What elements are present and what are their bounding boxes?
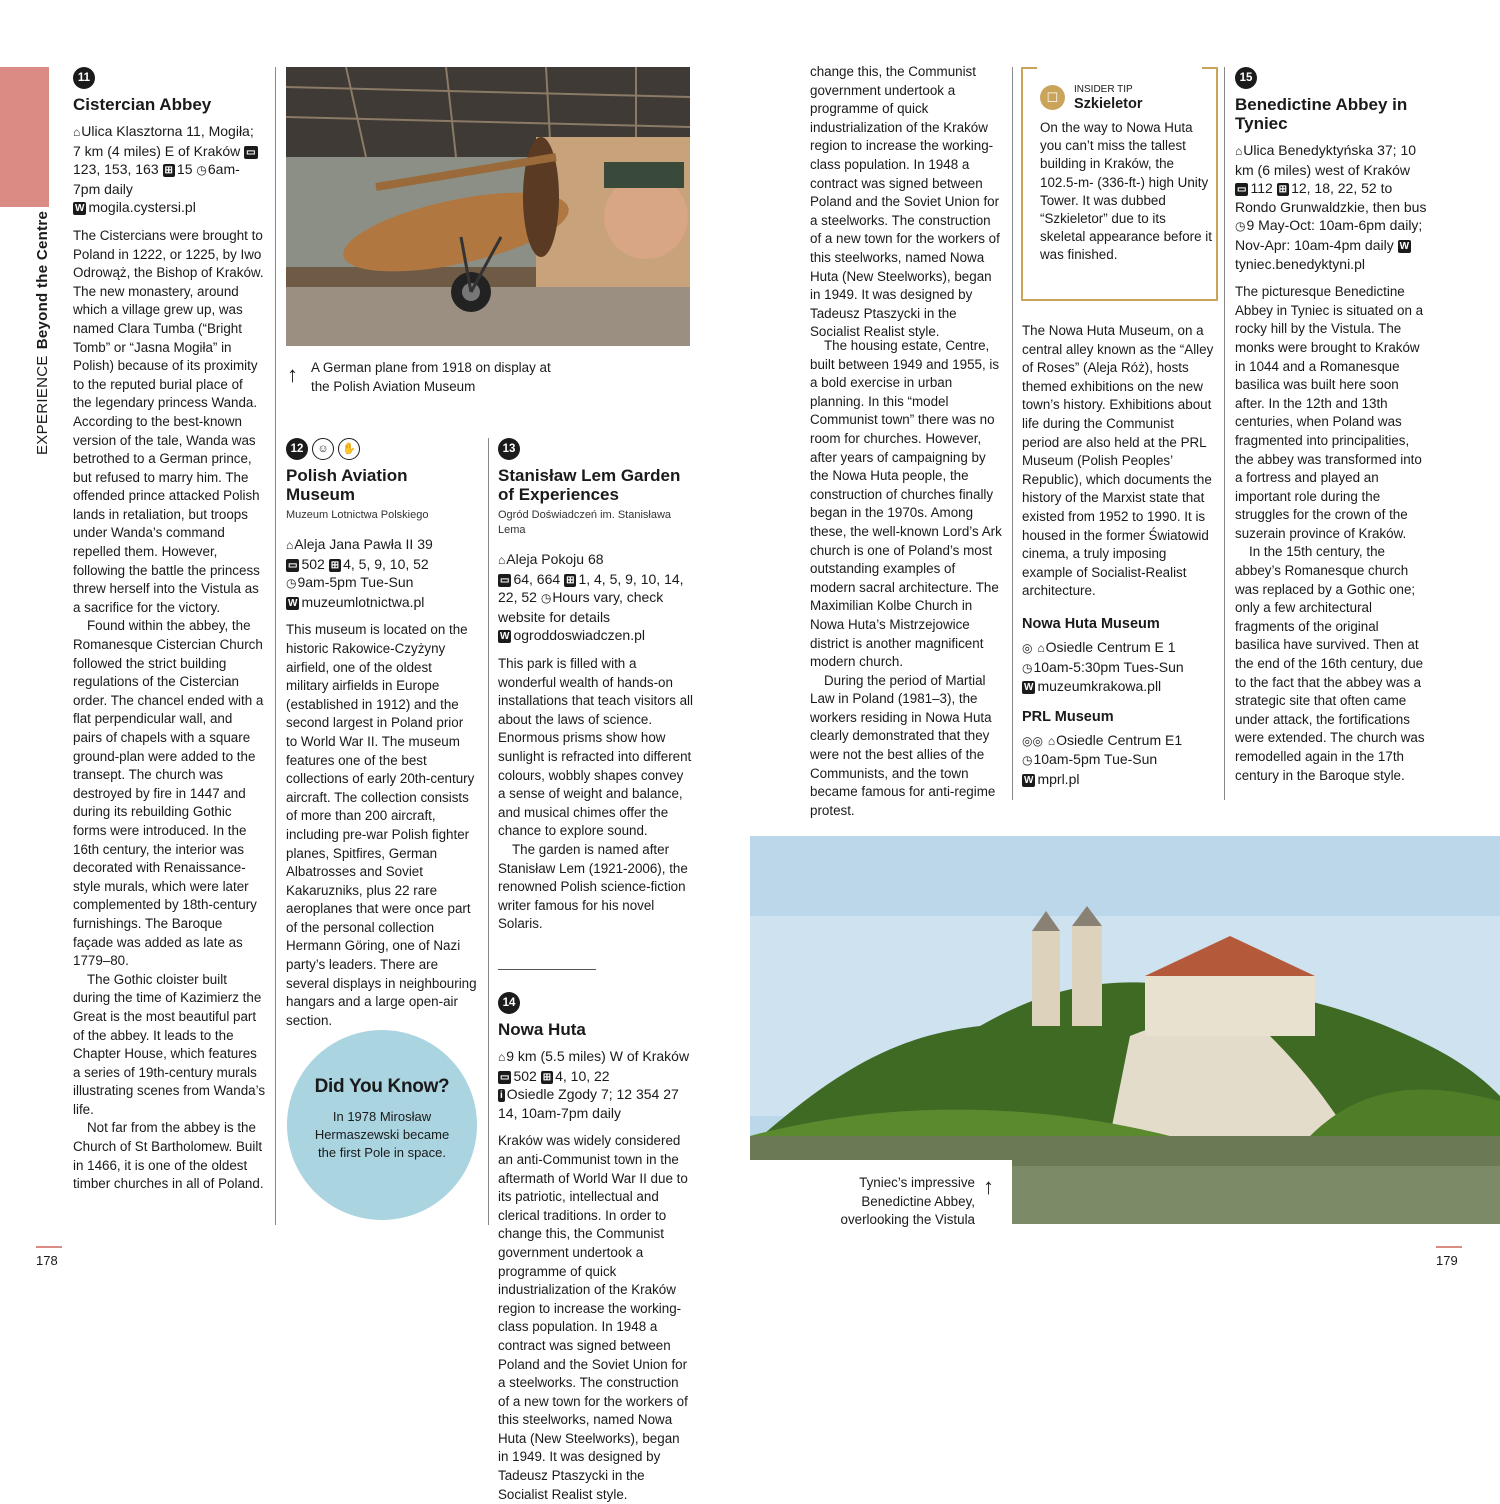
section-name: Beyond the Centre [34, 210, 51, 350]
tip-label: INSIDER TIP [1074, 84, 1133, 95]
lem-entry [498, 438, 693, 934]
bus-text: 502 [513, 1067, 537, 1084]
museum-title: PRL Museum [1022, 708, 1114, 725]
web-icon: W [500, 631, 510, 643]
paragraph: This park is filled with a wonderful wealth of hands-on installations that teach visitors all about the laws of science. Enormous prisms show how sunlight is refracted into different colours, wobbly shapes convey a sense of weight and balance, and musical chimes offer the chance to explore sound. [498, 655, 694, 839]
column-rule [488, 438, 489, 1225]
entry-info [286, 535, 478, 611]
hours-text: 9 May-Oct: 10am-6pm daily; Nov-Apr: 10am-4pm daily [1235, 217, 1423, 253]
entry-title: Polish Aviation Museum [286, 466, 408, 504]
cistercian-entry [73, 67, 265, 1194]
bus-text: 64, 664 [513, 570, 561, 587]
paragraph: The garden is named after Stanisław Lem (1921-2006), the renowned Polish science-fiction writer famous for his novel Solaris. [498, 841, 688, 932]
address-text: Ulica Klasztorna 11, Mogiła; 7 km (4 miles) E of Kraków [73, 123, 254, 159]
tip-corner [1202, 67, 1218, 69]
website-link[interactable]: mogila.cystersi.pl [88, 199, 196, 216]
tram-text: 15 [176, 161, 193, 178]
hours-text: 10am-5:30pm Tues-Sun [1033, 658, 1184, 675]
did-you-know-callout [287, 1030, 477, 1220]
right-page-number: 179 [1436, 1253, 1458, 1268]
entry-number: 12 [286, 438, 308, 460]
column-rule [1224, 67, 1225, 800]
clock-icon: ◷ [1235, 219, 1246, 234]
tram-text: 4, 10, 22 [555, 1067, 610, 1084]
abbey-caption: Tyniec’s impressive Benedictine Abbey, overlooking the Vistula [840, 1175, 975, 1228]
paragraph-continuation: change this, the Communist government undertook a programme of quick industrialization of the Kraków region to increase the working-class population. In 1948 a contract was signed between Poland and the Soviet Union for a steelworks. The construction of a new town for the workers of this steelworks, named Nowa Huta (New Steelworks), began in 1949. It was designed by Tadeusz Ptaszycki in the Socialist Realist style. [810, 64, 1000, 340]
entry-number: 15 [1235, 67, 1257, 89]
clock-icon: ◷ [1022, 660, 1033, 675]
web-icon: W [75, 203, 85, 215]
entry-number: 11 [73, 67, 95, 89]
left-page-number: 178 [36, 1253, 58, 1268]
website-link[interactable]: muzeumkrakowa.pll [1037, 678, 1162, 695]
tram-icon: ⊞ [566, 574, 575, 586]
entry-title: Nowa Huta [498, 1020, 586, 1039]
paragraph: The picturesque Benedictine Abbey in Tyniec is situated on a rocky hill by the Vistula. The monks were brought to Kraków in 1044 and a Romanesque basilica was built here soon after. In the 12th and 13th centuries, when Poland was fragmented into principalities, the abbey was transformed into a fortress and played an important role during the struggles for the crown of the suzerain province of Kraków. [1235, 284, 1424, 541]
tyniec-entry [1235, 67, 1427, 785]
address-text: Aleja Jana Pawła II 39 [294, 536, 433, 552]
bus-text: 502 [301, 555, 325, 572]
address-text: Ulica Benedyktyńska 37; 10 km (6 miles) west of Kraków [1235, 142, 1417, 178]
web-icon: W [1399, 240, 1410, 252]
paragraph: Not far from the abbey is the Church of St Bartholomew. Built in 1466, it is one of the oldest timber churches in all of Poland. [73, 1120, 264, 1192]
entry-title: Cistercian Abbey [73, 95, 212, 114]
chapter-tab [0, 67, 49, 207]
address-text: Aleja Pokoju 68 [506, 551, 604, 567]
plane-photo [286, 67, 690, 346]
address-text: Osiedle Centrum E1 [1056, 731, 1183, 748]
tram-text: 12, 18, 22, 52 to Rondo Grunwaldzkie, then bus [1235, 180, 1427, 215]
web-icon: W [1024, 774, 1034, 786]
paragraph: In the 15th century, the abbey’s Romanesque church was replaced by a Gothic one; only a few architectural fragments of the original basilica have survived. Then at the end of the 16th century, due to the fact that the abbey was a strategic site that often came under attack, the fortifications were extended. The church was remodelled again in the 17th century in the Baroque style. [1235, 544, 1425, 783]
entry-number: 14 [498, 992, 520, 1014]
paragraph: This museum is located on the historic Rakowice-Czyżyny airfield, one of the oldest military airfields in Europe (established in 1912) and the second largest in Poland prior to World War II. The museum features one of the best collections of early 20th-century aircraft. The collection consists of more than 200 aircraft, including pre-war Polish fighter planes, Spitfires, German Albatrosses and Soviet Kakaruzniks, plus 22 rare aeroplanes that were once part of the personal collection Hermann Göring, one of Nazi party’s leaders. There are several displays in neighbouring hangars and a large open-air section. [286, 622, 477, 1028]
nowahuta-museums [1022, 322, 1214, 798]
clock-icon: ◷ [196, 163, 207, 178]
museum-info [1022, 731, 1214, 789]
address-icon: ⌂ [1047, 733, 1056, 748]
entry-subtitle: Ogród Doświadczeń im. Stanisława Lema [498, 509, 672, 536]
address-icon: ⌂ [286, 538, 294, 552]
info-icon: i [500, 1090, 503, 1102]
address-icon: ⌂ [73, 125, 81, 139]
tip-text: On the way to Nowa Huta you can’t miss the tallest building in Kraków, the 102.5-m- (336-ft-) high Unity Tower. It was dubbed “Szkieletor” due to its skeletal appearance before it was finished. [1040, 120, 1212, 263]
paragraph: Found within the abbey, the Romanesque Cistercian Church followed the strict building regulations of the Cistercian order. The chancel ended with a flat perpendicular wall, and pairs of chapels with a square ground-plan were added to the transept. The church was destroyed by fire in 1447 and during its rebuilding Gothic forms were introduced. In the 16th century, the interior was decorated with Renaissance-style murals, which were later complemented by 18th-century furnishings. The Baroque façade was added as late as 1779–80. [73, 618, 264, 969]
museum-info [1022, 638, 1214, 696]
web-icon: W [288, 597, 298, 609]
website-link[interactable]: muzeumlotnictwa.pl [301, 593, 425, 610]
nowahuta-entry [498, 992, 693, 1502]
did-you-know-title: Did You Know? [314, 1076, 450, 1097]
paragraph: The housing estate, Centre, built between 1949 and 1955, is a bold exercise in urban planning. In this “model Communist town” there was no room for churches. However, after years of campaigning by the Nowa Huta people, the construction of churches finally began in the 1970s. Among these, the well-known Lord’s Ark church is one of Poland’s most outstanding examples of modern sacral architecture. The Maximilian Kolbe Church in Nowa Huta’s Mistrzejowice district is another magnificent modern church. [810, 338, 1002, 670]
entry-info [498, 550, 693, 645]
paragraph: The Cistercians were brought to Poland in 1222, or 1225, by Iwo Odrowąż, the Bishop of Kraków. The new monastery, around which a village grew up, was named Clara Tumba (“Bright Tomb” or “Jasna Mogiła” in Polish) because of its proximity to the reputed burial place of the legendary princess Wanda. According to the best-known version of the tale, Wanda was betrothed to a German prince, but refused to marry him. The offended prince attacked Polish lands in retaliation, but troops under Wanda’s command repelled them. However, following the battle the princess threw herself into the Vistula as a sacrifice for the victory. [73, 227, 264, 615]
tip-title: Szkieletor [1074, 96, 1143, 112]
tip-corner [1021, 67, 1037, 69]
paragraph: The Gothic cloister built during the time of Kazimierz the Great is the most beautiful part of the abbey. It leads to the Chapter House, which features a series of 19th-century murals illustrating scenes from Wanda’s life. [73, 971, 266, 1117]
entry-title: Benedictine Abbey in Tyniec [1235, 95, 1408, 133]
aviation-entry [286, 438, 478, 1030]
hours-text: Hours vary, check website for details [498, 589, 664, 625]
paragraph: Kraków was widely considered an anti-Communist town in the aftermath of World War II due to its patriotic, intellectual and clerical traditions. In order to change this, the Communist government undertook a programme of quick industrialization of the Kraków region to increase the working-class population. In 1948 a contract was signed between Poland and the Soviet Union for a steelworks. The construction of a new town for the workers of this steelworks, named Nowa Huta (New Steelworks), began in 1949. It was designed by Tadeusz Ptaszycki in the Socialist Realist style. [498, 1133, 688, 1502]
entry-subtitle: Muzeum Lotnictwa Polskiego [286, 509, 429, 521]
tram-text: 4, 5, 9, 10, 52 [343, 555, 429, 572]
column-rule [1012, 67, 1013, 800]
tram-icon: ⊞ [330, 559, 340, 571]
address-icon: ⌂ [1037, 640, 1045, 655]
tram-icon: ⊞ [1278, 184, 1288, 196]
website-link[interactable]: tyniec.benedyktyni.pl [1235, 255, 1365, 272]
bus-text: 123, 153, 163 [73, 161, 159, 178]
entry-number: 13 [498, 438, 520, 460]
page-number-bar [36, 1246, 62, 1248]
arrow-up-icon: ↑ [983, 1174, 994, 1199]
bus-icon: ▭ [246, 146, 256, 158]
address-icon: ⌂ [498, 1050, 506, 1064]
hours-text: 6am-7pm daily [73, 161, 240, 197]
did-you-know-text: In 1978 Mirosław Hermaszewski became the first Pole in space. [314, 1109, 450, 1160]
nowahuta-continued [810, 63, 1002, 820]
bus-icon: ▭ [288, 559, 298, 571]
accessible-icon: ◎ [1022, 640, 1033, 655]
hand-icon: ✋ [338, 438, 360, 460]
website-link[interactable]: mprl.pl [1037, 770, 1080, 787]
speech-bubble-icon: ☐ [1040, 85, 1065, 110]
address-icon: ⌂ [1235, 144, 1243, 158]
bus-icon: ▭ [500, 1071, 510, 1083]
clock-icon: ◷ [540, 591, 552, 606]
entry-title: Stanisław Lem Garden of Experiences [498, 466, 681, 504]
website-link[interactable]: ogroddoswiadczen.pl [513, 627, 645, 644]
entry-divider [498, 969, 596, 970]
tram-text: 1, 4, 5, 9, 10, 14, 22, 52 [498, 570, 684, 606]
address-icon: ⌂ [498, 553, 506, 567]
paragraph: The Nowa Huta Museum, on a central alley known as the “Alley of Roses” (Aleja Róż), hosts themed exhibitions on the new town’s history. Exhibitions about life during the Communist period are also held at the PRL Museum (Polish Peoples’ Republic), which documents the history of the Marxist state that existed from 1952 to 1990. It is housed in the former Światowid cinema, a truly imposing example of Socialist-Realist architecture. [1022, 323, 1214, 599]
tourist-info-text: Osiedle Zgody 7; 12 354 27 14, 10am-7pm daily [498, 1086, 679, 1121]
clock-icon: ◷ [1022, 753, 1033, 768]
entry-info [1235, 141, 1427, 273]
insider-tip-box [1021, 67, 1218, 301]
museum-title: Nowa Huta Museum [1022, 615, 1160, 632]
paragraph-continued [810, 63, 1002, 340]
bus-icon: ▭ [500, 574, 510, 586]
bus-text: 112 [1250, 180, 1273, 197]
column-rule [275, 67, 276, 1225]
chapter-label [34, 211, 51, 455]
bus-icon: ▭ [1237, 184, 1247, 196]
family-icon: ☺ [312, 438, 334, 460]
web-icon: W [1024, 682, 1034, 694]
paragraph: During the period of Martial Law in Poland (1981–3), the workers residing in Nowa Huta clearly demonstrated that they were not the best allies of the Communists, and the town became famous for anti-regime protest. [810, 672, 996, 818]
page-number-bar [1436, 1246, 1462, 1248]
address-text: Osiedle Centrum E 1 [1045, 638, 1176, 655]
arrow-up-icon: ↑ [287, 362, 298, 387]
tram-icon: ⊞ [164, 165, 173, 177]
clock-icon: ◷ [286, 576, 297, 591]
hours-text: 10am-5pm Tue-Sun [1033, 751, 1158, 768]
address-text: 9 km (5.5 miles) W of Kraków [506, 1048, 690, 1064]
entry-info [73, 122, 265, 217]
family-icon: ◎◎ [1022, 733, 1043, 748]
section-label: EXPERIENCE [34, 355, 51, 455]
plane-caption: A German plane from 1918 on display at the Polish Aviation Museum [311, 360, 551, 394]
tram-icon: ⊞ [542, 1071, 552, 1083]
entry-info [498, 1047, 693, 1122]
hours-text: 9am-5pm Tue-Sun [297, 574, 414, 591]
